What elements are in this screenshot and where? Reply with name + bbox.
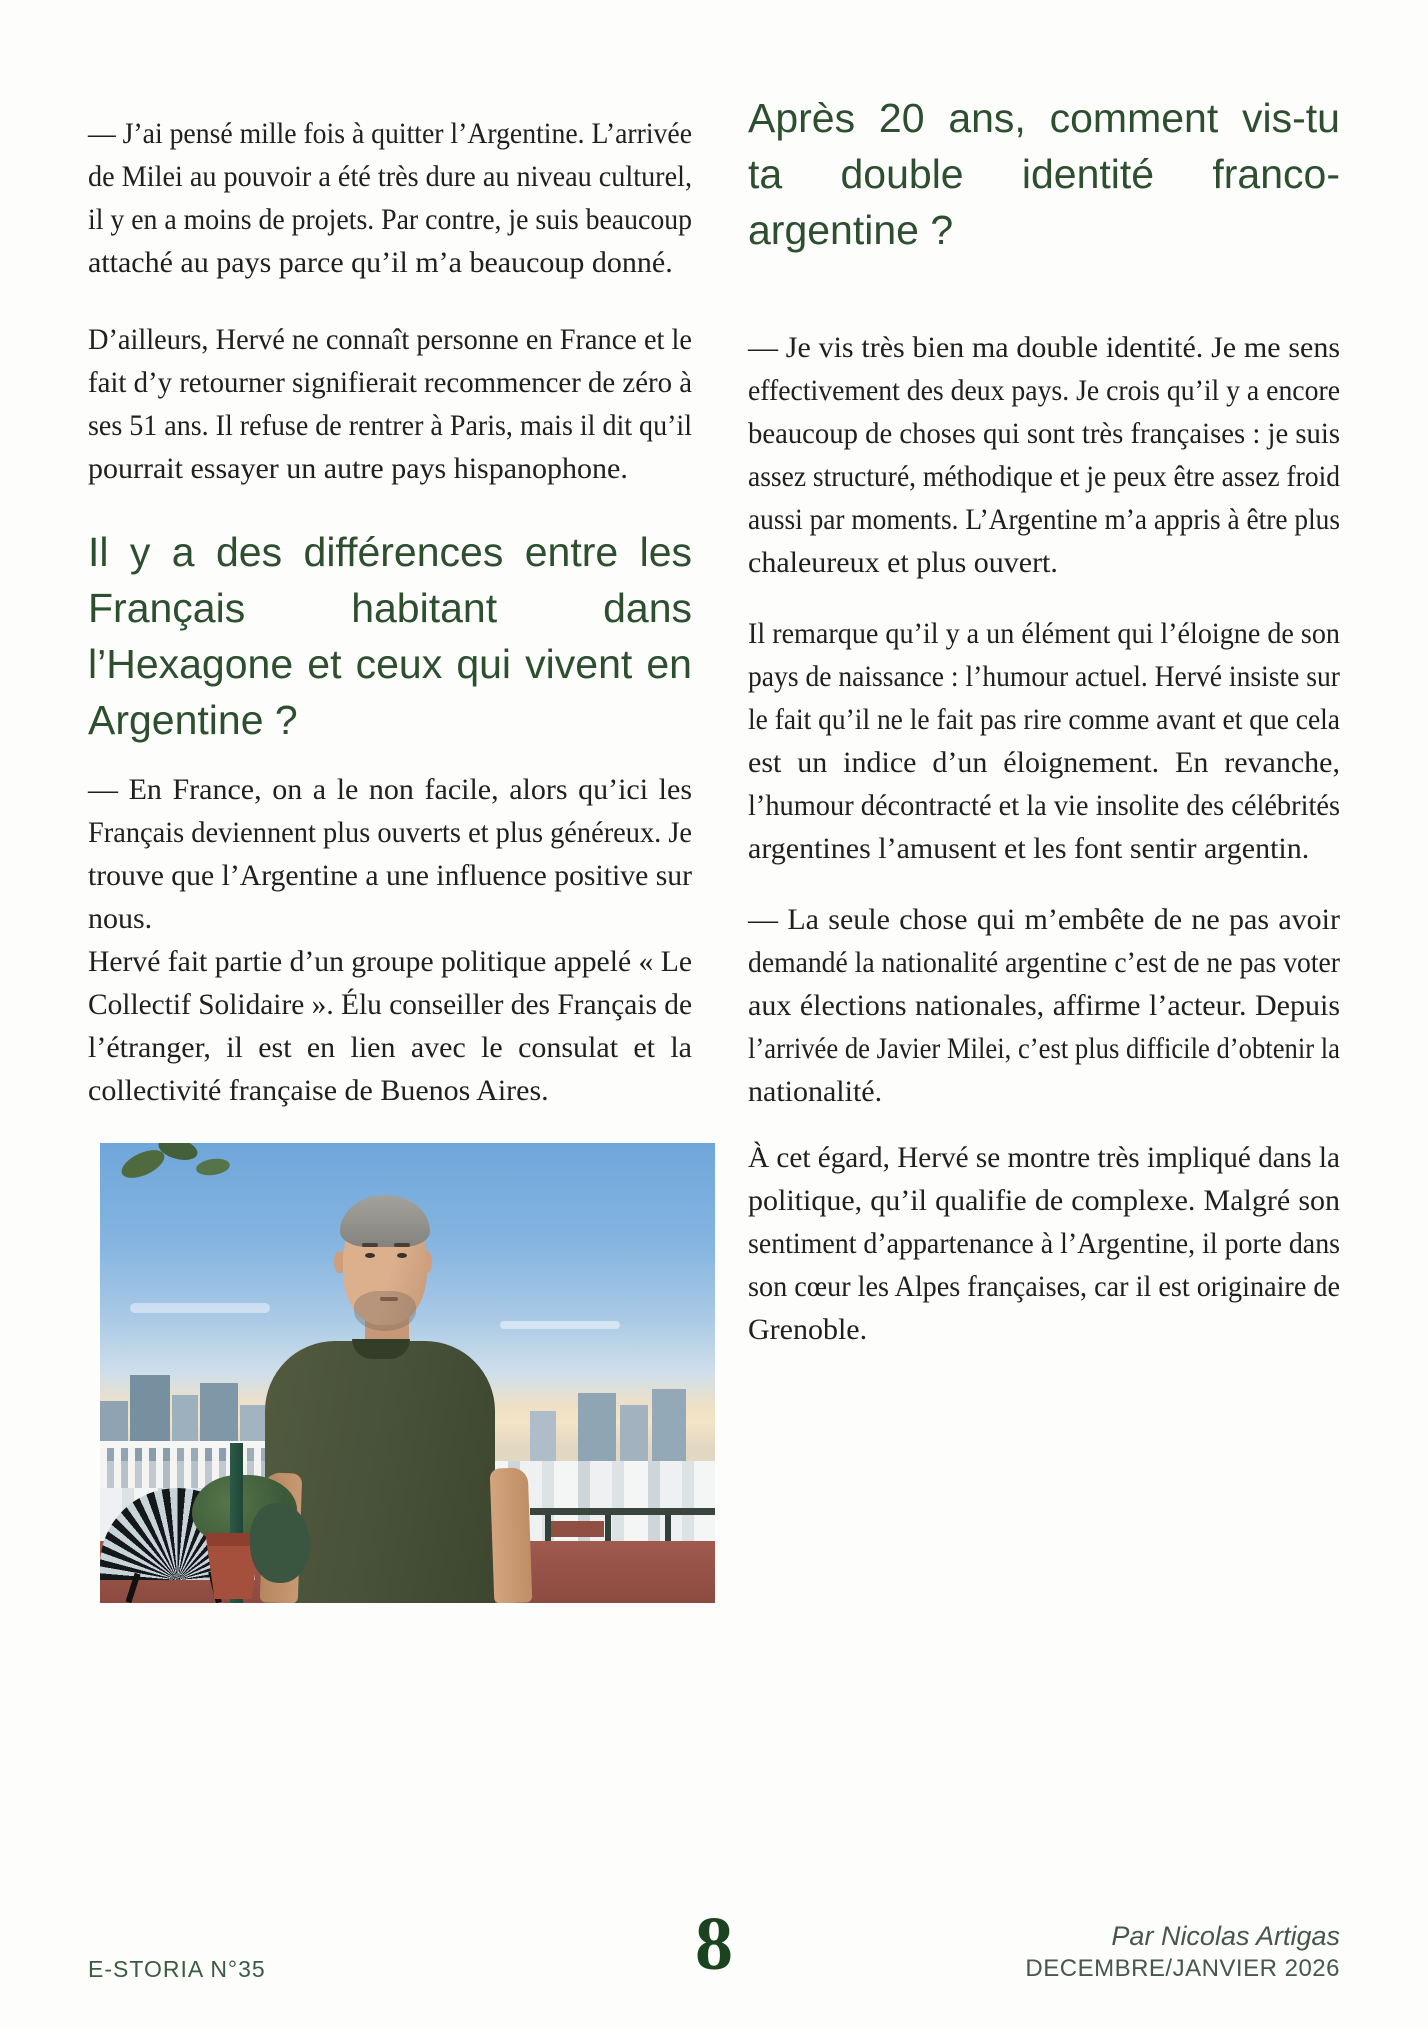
- text-line: son cœur les Alpes françaises, car il est originaire de: [748, 1270, 1340, 1303]
- text-line: aussi par moments. L’Argentine m’a appris à être plus: [748, 503, 1340, 536]
- text-line: de Milei au pouvoir a été très dure au niveau culturel,: [88, 160, 692, 193]
- text-line: l’arrivée de Javier Milei, c’est plus difficile d’obtenir la: [748, 1032, 1340, 1065]
- text-line: Hervé fait partie d’un groupe politique appelé « Le: [88, 945, 692, 978]
- text-line: collectivité française de Buenos Aires.: [88, 1074, 549, 1107]
- text-line: nationalité.: [748, 1075, 883, 1108]
- text-line: D’ailleurs, Hervé ne connaît personne en France et le: [88, 323, 692, 356]
- text-line: argentines l’amusent et les font sentir argentin.: [748, 832, 1310, 865]
- plant-foliage: [250, 1503, 310, 1583]
- paragraph-answer-differences: [88, 768, 692, 1112]
- man-right-arm: [490, 1467, 533, 1603]
- text-line: aux élections nationales, affirme l’acteur. Depuis: [748, 989, 1340, 1022]
- heading-line: Après 20 ans, comment vis-tu: [748, 95, 1340, 141]
- text-line: demandé la nationalité argentine c’est de ne pas voter: [748, 946, 1340, 979]
- heading-line: Français habitant dans: [88, 585, 692, 631]
- man-mouth: [380, 1297, 398, 1301]
- heading-line: argentine ?: [748, 207, 954, 253]
- heading-line: l’Hexagone et ceux qui vivent en: [88, 641, 692, 687]
- text-line: il y en a moins de projets. Par contre, je suis beaucoup: [88, 203, 692, 236]
- text-line: Collectif Solidaire ». Élu conseiller des Français de: [88, 988, 692, 1021]
- heading-line: Argentine ?: [88, 697, 298, 743]
- text-line: Français deviennent plus ouverts et plus généreux. Je: [88, 816, 692, 849]
- man-eyebrow: [394, 1243, 410, 1247]
- text-line: sentiment d’appartenance à l’Argentine, il porte dans: [748, 1227, 1340, 1260]
- text-line: trouve que l’Argentine a une influence positive sur: [88, 859, 692, 892]
- text-line: beaucoup de choses qui sont très françaises : je suis: [748, 417, 1340, 450]
- paragraph-humour: [748, 612, 1340, 870]
- text-line: nous.: [88, 902, 153, 935]
- red-roof: [548, 1521, 604, 1537]
- text-line: — Je vis très bien ma double identité. Je me sens: [748, 331, 1340, 364]
- cloud: [500, 1321, 620, 1329]
- text-line: À cet égard, Hervé se montre très impliqué dans la: [748, 1141, 1340, 1174]
- text-line: assez structuré, méthodique et je peux être assez froid: [748, 460, 1340, 493]
- paragraph-answer-identity: [748, 326, 1340, 584]
- text-line: politique, qu’il qualifie de complexe. Malgré son: [748, 1184, 1340, 1217]
- question-heading-differences: [88, 524, 692, 748]
- heading-line: ta double identité franco-: [748, 151, 1340, 197]
- man-gray-hair: [340, 1195, 430, 1247]
- text-line: ses 51 ans. Il refuse de rentrer à Paris, mais il dit qu’il: [88, 409, 692, 442]
- text-line: — La seule chose qui m’embête de ne pas avoir: [748, 903, 1340, 936]
- paragraph-herve-france: [88, 318, 692, 490]
- text-line: fait d’y retourner signifierait recommencer de zéro à: [88, 366, 692, 399]
- cloud: [130, 1303, 270, 1313]
- text-line: l’humour décontracté et la vie insolite des célébrités: [748, 789, 1340, 822]
- text-line: est un indice d’un éloignement. En revanche,: [748, 746, 1340, 779]
- issue-date: DECEMBRE/JANVIER 2026: [1025, 1955, 1340, 1982]
- text-line: effectivement des deux pays. Je crois qu’il y a encore: [748, 374, 1340, 407]
- leaf: [195, 1157, 231, 1178]
- man-eyebrow: [362, 1243, 378, 1247]
- portrait-photo-herve-rooftop: [100, 1143, 715, 1603]
- text-line: chaleureux et plus ouvert.: [748, 546, 1058, 579]
- page-number: 8: [695, 1902, 733, 1986]
- paragraph-quote-leaving-argentina: [88, 112, 692, 284]
- question-heading-double-identity: [748, 90, 1340, 258]
- text-line: — En France, on a le non facile, alors qu’ici les: [88, 773, 692, 806]
- heading-line: Il y a des différences entre les: [88, 529, 692, 575]
- paragraph-nationality: [748, 898, 1340, 1113]
- text-line: Il remarque qu’il y a un élément qui l’éloigne de son: [748, 617, 1340, 650]
- man-eye: [365, 1253, 375, 1258]
- text-line: l’étranger, il est en lien avec le consulat et la: [88, 1031, 692, 1064]
- railing-bar: [530, 1508, 715, 1515]
- magazine-name: E-STORIA N°35: [88, 1956, 266, 1982]
- paragraph-grenoble: [748, 1136, 1340, 1351]
- text-line: le fait qu’il ne le fait pas rire comme avant et que cela: [748, 703, 1340, 736]
- text-line: pays de naissance : l’humour actuel. Hervé insiste sur: [748, 660, 1340, 693]
- author-byline: Par Nicolas Artigas: [1111, 1921, 1340, 1951]
- text-line: pourrait essayer un autre pays hispanophone.: [88, 452, 628, 485]
- footer-credits: [1025, 1920, 1340, 1984]
- text-line: attaché au pays parce qu’il m’a beaucoup donné.: [88, 246, 673, 279]
- text-line: Grenoble.: [748, 1313, 868, 1346]
- text-line: — J’ai pensé mille fois à quitter l’Argentine. L’arrivée: [88, 117, 692, 150]
- man-eye: [397, 1253, 407, 1258]
